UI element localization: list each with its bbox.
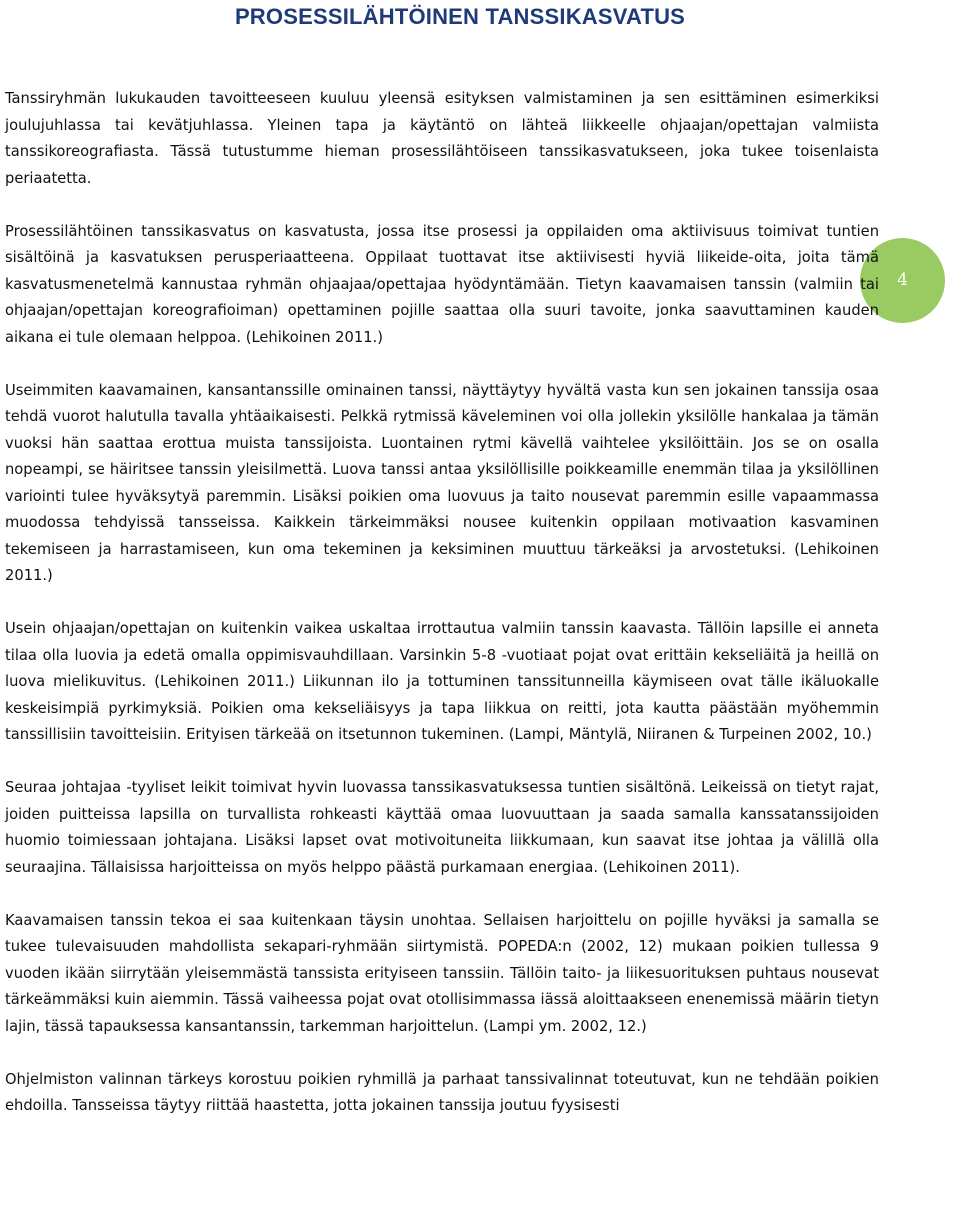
body-text: [5, 86, 879, 1146]
paragraph-1: Tanssiryhmän lukukauden tavoitteeseen kuuluu yleensä esityksen valmistaminen ja sen esittäminen esimerkiksi joulujuhlassa tai kevätjuhlassa. Yleinen tapa ja käytäntö on lähteä liikkeelle ohjaajan/opettajan valmiista tanssikoreografiasta. Tässä tutustumme hieman prosessilähtöiseen tanssikasvatukseen, joka tukee toisenlaista periaatetta.: [5, 90, 879, 187]
page-title: PROSESSILÄHTÖINEN TANSSIKASVATUS: [234, 4, 686, 29]
paragraph-5: Seuraa johtajaa -tyyliset leikit toimivat hyvin luovassa tanssikasvatuksessa tuntien sisältönä. Leikeissä on tietyt rajat, joiden puitteissa lapsilla on turvallista rohkeasti käyttää omaa luovuuttaan ja saada samalla kanssatanssijoiden huomio toimiessaan johtajana. Lisäksi lapset ovat motivoituneita liikkumaan, kun saavat itse johtaa ja välillä olla seuraajina. Tällaisissa harjoitteissa on myös helppo päästä purkamaan energiaa. (Lehikoinen 2011).: [5, 779, 879, 876]
paragraph-2: Prosessilähtöinen tanssikasvatus on kasvatusta, jossa itse prosessi ja oppilaiden oma aktiivisuus toimivat tuntien sisältöinä ja kasvatuksen perusperiaatteena. Oppilaat tuottavat itse aktiivisesti hyviä liikeide-oita, joita tämä kasvatusmenetelmä kannustaa ryhmän ohjaajaa/opettajaa hyödyntämään. Tietyn kaavamaisen tanssin (valmiin tai ohjaajan/opettajan koreografioiman) opettaminen pojille saattaa olla suuri tavoite, jonka saavuttaminen kauden aikana ei tule olemaan helppoa. (Lehikoinen 2011.): [5, 222, 879, 346]
page-number: 4: [897, 270, 908, 290]
paragraph-4: Usein ohjaajan/opettajan on kuitenkin vaikea uskaltaa irrottautua valmiin tanssin kaavasta. Tällöin lapsille ei anneta tilaa olla luovia ja edetä omalla oppimisvauhdillaan. Varsinkin 5-8 -vuotiaat pojat ovat erittäin kekseliäitä ja heillä on luova mielikuvitus. (Lehikoinen 2011.) Liikunnan ilo ja tottuminen tanssitunneilla käymiseen ovat tälle ikäluokalle keskeisimpiä pyrkimyksiä. Poikien oma kekseliäisyys ja tapa liikkua on reitti, jota kautta päästään myöhemmin tanssillisiin tavoitteisiin. Erityisen tärkeää on itsetunnon tukeminen. (Lampi, Mäntylä, Niiranen & Turpeinen 2002, 10.): [5, 620, 879, 743]
paragraph-3: Useimmiten kaavamainen, kansantanssille ominainen tanssi, näyttäytyy hyvältä vasta kun sen jokainen tanssija osaa tehdä vuorot halutulla tavalla yhtäaikaisesti. Pelkkä rytmissä käveleminen voi olla jollekin yksilölle hankalaa ja tämän vuoksi hän saattaa erottua muista tanssijoista. Luontainen rytmi kävellä vaihtelee yksilöittäin. Jos se on osalla nopeampi, se häiritsee tanssin yleisilmettä. Luova tanssi antaa yksilöllisille poikkeamille enemmän tilaa ja yksilöllinen variointi tulee hyväksytyä paremmin. Lisäksi poikien oma luovuus ja taito nousevat paremmin esille vapaammassa muodossa tehdyissä tansseissa. Kaikkein tärkeimmäksi nousee kuitenkin oppilaan motivaation kasvaminen tekemiseen ja harrastamiseen, kun oma tekeminen ja keksiminen muuttuu tärkeäksi ja arvostetuksi. (Lehikoinen 2011.): [5, 381, 879, 584]
paragraph-7: Ohjelmiston valinnan tärkeys korostuu poikien ryhmillä ja parhaat tanssivalinnat toteutuvat, kun ne tehdään poikien ehdoilla. Tansseissa täytyy riittää haastetta, jotta jokainen tanssija joutuu fyysisesti: [5, 1070, 879, 1114]
paragraph-6: Kaavamaisen tanssin tekoa ei saa kuitenkaan täysin unohtaa. Sellaisen harjoittelu on pojille hyväksi ja samalla se tukee tulevaisuuden mahdollista sekapari-ryhmään siirtymistä. POPEDA:n (2002, 12) mukaan poikien tullessa 9 vuoden ikään siirrytään yleisemmästä tanssista erityiseen tanssiin. Tällöin taito- ja liikesuorituksen puhtaus nousevat tärkeämmäksi kuin aiemmin. Tässä vaiheessa pojat ovat otollisimmassa iässä aloittaakseen enenemissä määrin tietyn lajin, tässä tapauksessa kansantanssin, tarkemman harjoittelun. (Lampi ym. 2002, 12.): [5, 911, 879, 1035]
